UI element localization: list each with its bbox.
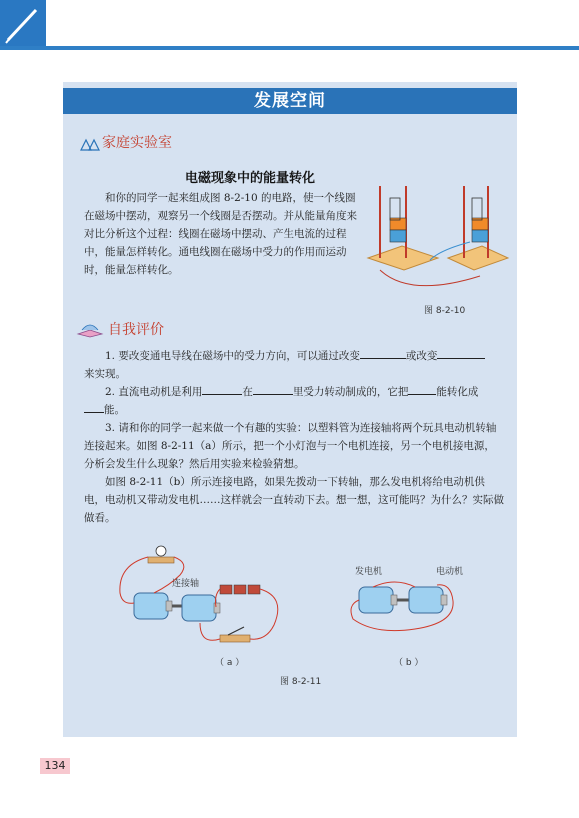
flask-icon xyxy=(78,134,102,152)
corner-logo xyxy=(0,0,46,48)
switch-icon xyxy=(220,627,250,642)
q2-blank-1[interactable] xyxy=(202,383,242,395)
q2-blank-2[interactable] xyxy=(253,383,293,395)
q1-blank-1[interactable] xyxy=(360,347,406,359)
question-2 xyxy=(84,383,504,419)
pen-icon xyxy=(0,0,46,48)
q1-text-c: 来实现。 xyxy=(84,368,126,380)
coil-apparatus-left xyxy=(368,186,438,270)
q2-blank-3[interactable] xyxy=(408,383,436,395)
figure-8-2-11-caption: 图 8-2-11 xyxy=(280,677,322,687)
q2-text-e: 能。 xyxy=(104,404,125,416)
q1-text-b: 或改变 xyxy=(405,350,438,362)
question-3-part-2: 如图 8-2-11（b）所示连接电路，如果先拨动一下转轴，那么发电机将给电动机供电，电动机又带动发电机……这样就会一直转动下去。想一想，这可能吗？为什么？实际做做看。 xyxy=(84,476,504,524)
coil-apparatus-right xyxy=(448,186,508,270)
q2-blank-4[interactable] xyxy=(84,401,104,413)
q2-text-c: 里受力转动制成的，它把 xyxy=(292,386,409,398)
header-rule xyxy=(0,46,579,50)
battery-icon xyxy=(220,585,260,594)
q2-text-d: 能转化成 xyxy=(436,386,479,398)
figure-8-2-11-b xyxy=(345,575,465,645)
label-generator: 发电机 xyxy=(355,567,383,577)
motor-left-icon xyxy=(134,593,172,619)
book-icon xyxy=(76,318,104,338)
q2-text-a: 2. 直流电动机是利用 xyxy=(105,386,203,398)
article-title: 电磁现象中的能量转化 xyxy=(185,171,316,186)
q1-blank-2[interactable] xyxy=(437,347,485,359)
self-eval-heading: 自我评价 xyxy=(108,322,164,338)
motor-icon xyxy=(409,587,447,613)
question-3-part-1: 3. 请和你的同学一起来做一个有趣的实验：以塑料管为连接轴将两个玩具电动机转轴连接起来。如图 8-2-11（a）所示，把一个小灯泡与一个电机连接，另一个电机接电源，分析会发生什么现象？然后用实验来检验猜想。 xyxy=(84,422,497,470)
banner-title: 发展空间 xyxy=(63,88,517,114)
q1-text-a: 1. 要改变通电导线在磁场中的受力方向，可以通过改变 xyxy=(105,350,360,362)
generator-icon xyxy=(359,587,397,613)
label-motor: 电动机 xyxy=(436,567,464,577)
article-body: 和你的同学一起来组成图 8-2-10 的电路，使一个线圈在磁场中摆动，观察另一个线圈是否摆动。并从能量角度来对比分析这个过程：线圈在磁场中摆动、产生电流的过程中，能量怎样转化。通电线圈在磁场中受力的作用而运动时，能量怎样转化。 xyxy=(84,192,357,276)
family-lab-heading: 家庭实验室 xyxy=(102,135,172,151)
figure-8-2-10 xyxy=(360,180,510,300)
page-number: 134 xyxy=(40,758,70,774)
question-1 xyxy=(84,347,504,383)
figure-8-2-10-caption: 图 8-2-10 xyxy=(424,306,466,316)
q2-text-b: 在 xyxy=(242,386,253,398)
sub-caption-a: （ a ） xyxy=(215,658,245,668)
sub-caption-b: （ b ） xyxy=(394,658,424,668)
figure-8-2-11-a xyxy=(110,545,300,655)
header-band xyxy=(0,0,579,48)
motor-right-icon xyxy=(182,595,220,621)
lamp-icon xyxy=(148,546,174,563)
label-connecting-axle: 连接轴 xyxy=(172,579,200,589)
